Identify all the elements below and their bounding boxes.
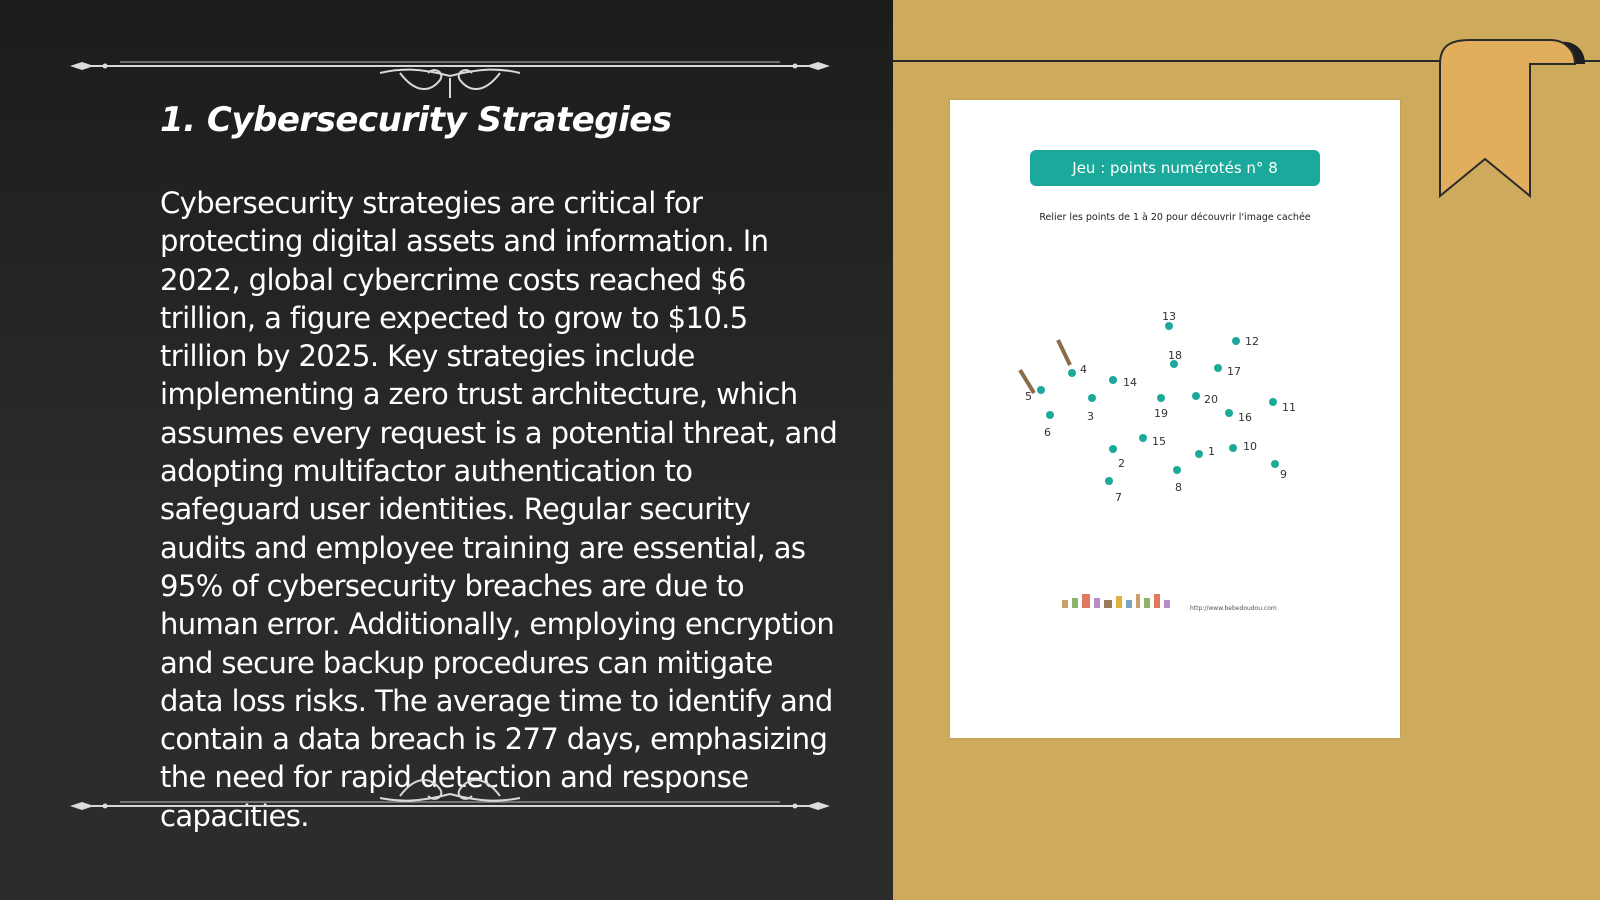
dot-14 bbox=[1109, 376, 1117, 384]
dot-label-10: 10 bbox=[1243, 440, 1257, 453]
dot-7 bbox=[1105, 477, 1113, 485]
dot-label-8: 8 bbox=[1175, 481, 1182, 494]
slide-title: 1. Cybersecurity Strategies bbox=[160, 100, 672, 140]
dot-label-9: 9 bbox=[1280, 468, 1287, 481]
dot-2 bbox=[1109, 445, 1117, 453]
dot-label-15: 15 bbox=[1152, 435, 1166, 448]
dot-8 bbox=[1173, 466, 1181, 474]
dot-4 bbox=[1068, 369, 1076, 377]
dot-label-2: 2 bbox=[1118, 457, 1125, 470]
dot-label-11: 11 bbox=[1282, 401, 1296, 414]
dot-9 bbox=[1271, 460, 1279, 468]
bookmark-icon bbox=[1430, 36, 1590, 206]
dot-13 bbox=[1165, 322, 1173, 330]
dot-label-16: 16 bbox=[1238, 411, 1252, 424]
slide-body-text: Cybersecurity strategies are critical for protecting digital assets and information. In 2022, global cybercrime costs reached $6 trillion, a figure expected to grow to $10.5 trillion by 2025. Key strategies include implementing a zero trust architecture, which assumes every request is a potential threat, and adopting multifactor authentication to safeguard user identities. Regular security audits and employee training are essential, as 95% of cybersecurity breaches are due to human error. Additionally, employing encryption and secure backup procedures can mitigate data loss risks. The average time to identify and contain a data breach is 277 days, emphasizing the need for rapid detection and response capacities. bbox=[160, 186, 838, 833]
worksheet-subtitle: Relier les points de 1 à 20 pour découvrir l'image cachée bbox=[1039, 212, 1311, 223]
worksheet-banner: Jeu : points numérotés n° 8 bbox=[1030, 150, 1320, 186]
dot-label-17: 17 bbox=[1227, 365, 1241, 378]
dot-3 bbox=[1088, 394, 1096, 402]
dot-label-19: 19 bbox=[1154, 407, 1168, 420]
dot-15 bbox=[1139, 434, 1147, 442]
dot-to-dot-puzzle bbox=[950, 100, 1400, 738]
top-ornament-divider bbox=[60, 38, 840, 98]
dot-label-14: 14 bbox=[1123, 376, 1137, 389]
worksheet-image bbox=[950, 100, 1400, 738]
dot-label-3: 3 bbox=[1087, 410, 1094, 423]
dot-19 bbox=[1157, 394, 1165, 402]
dot-16 bbox=[1225, 409, 1233, 417]
dot-17 bbox=[1214, 364, 1222, 372]
dot-5 bbox=[1037, 386, 1045, 394]
dot-label-20: 20 bbox=[1204, 393, 1218, 406]
dot-10 bbox=[1229, 444, 1237, 452]
dot-12 bbox=[1232, 337, 1240, 345]
bottom-ornament-divider bbox=[60, 776, 840, 836]
dot-6 bbox=[1046, 411, 1054, 419]
dot-label-12: 12 bbox=[1245, 335, 1259, 348]
dot-11 bbox=[1269, 398, 1277, 406]
dot-label-5: 5 bbox=[1025, 390, 1032, 403]
dot-label-7: 7 bbox=[1115, 491, 1122, 504]
dot-20 bbox=[1192, 392, 1200, 400]
worksheet-footer-url: http://www.bebedoudou.com bbox=[1190, 605, 1277, 612]
dot-1 bbox=[1195, 450, 1203, 458]
dot-label-4: 4 bbox=[1080, 363, 1087, 376]
dot-label-1: 1 bbox=[1208, 445, 1215, 458]
dot-label-18: 18 bbox=[1168, 349, 1182, 362]
dot-label-6: 6 bbox=[1044, 426, 1051, 439]
dot-label-13: 13 bbox=[1162, 310, 1176, 323]
